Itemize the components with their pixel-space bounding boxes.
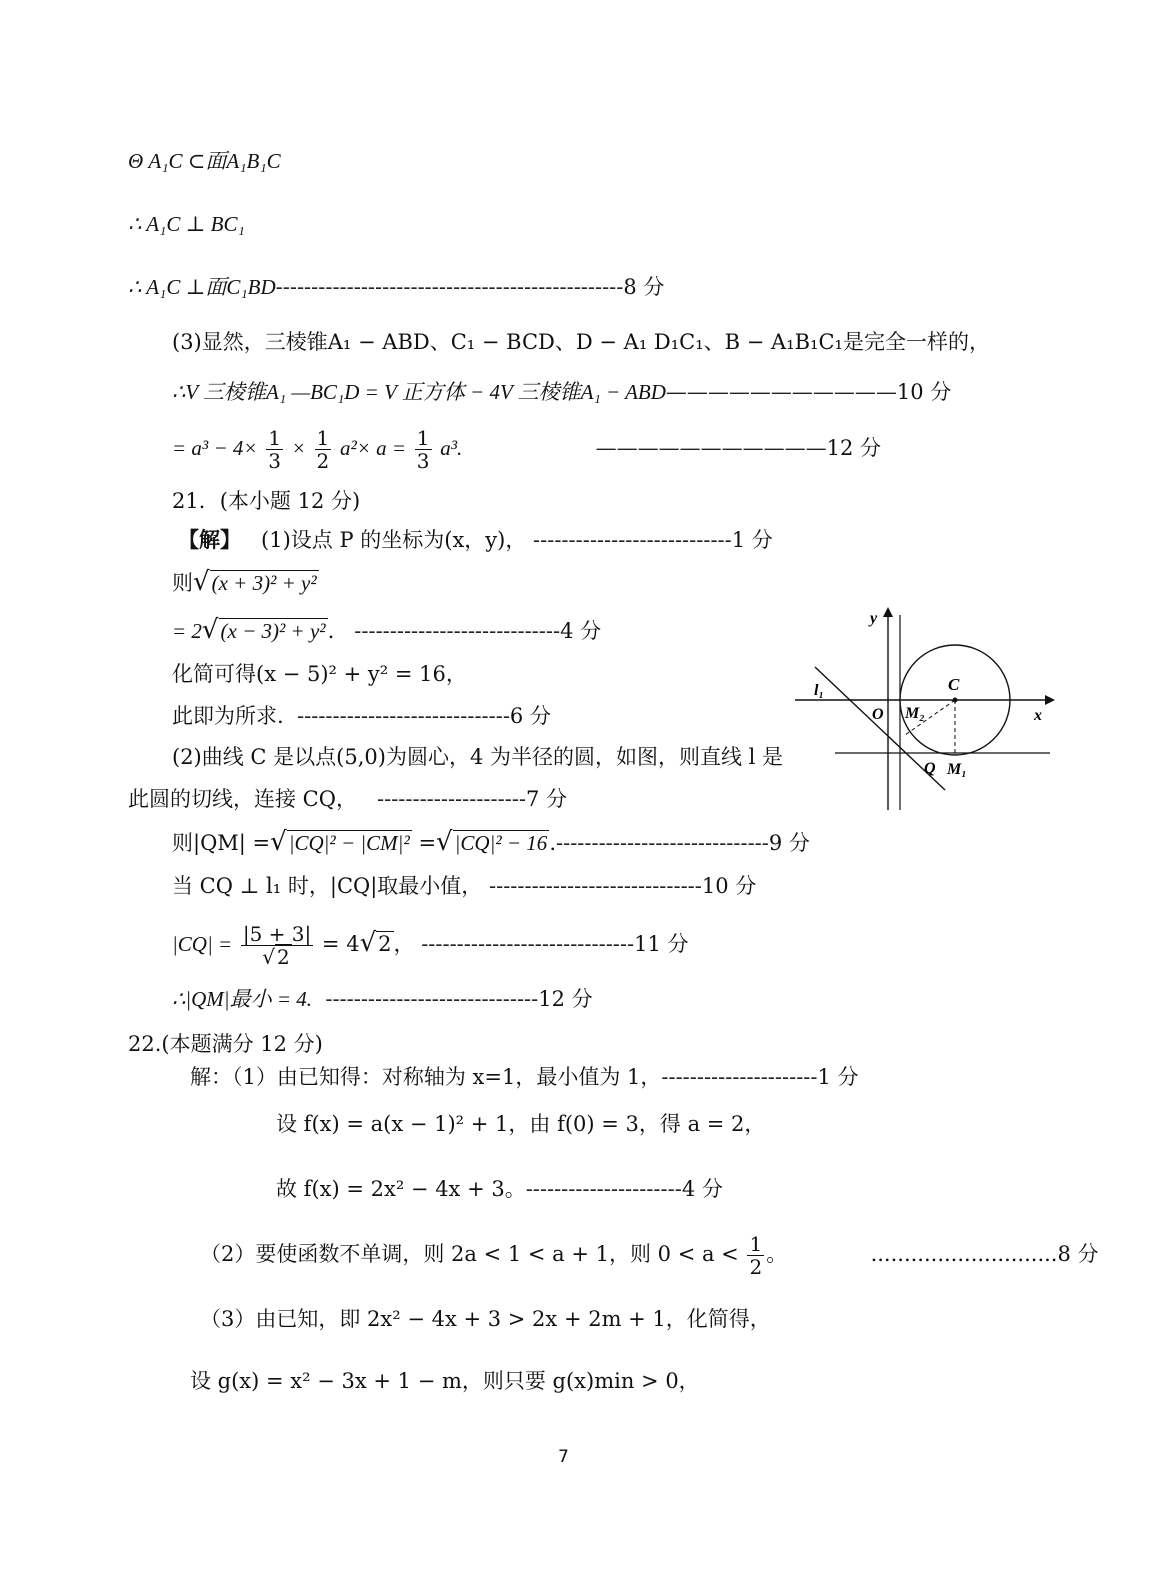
denominator: 2 bbox=[316, 449, 330, 473]
fraction bbox=[315, 427, 332, 472]
q22-part3: （3）由已知，即 2x² − 4x + 3 > 2x + 2m + 1，化简得， bbox=[200, 1307, 771, 1331]
line-perp-plane bbox=[128, 273, 664, 301]
dash-leader: ---------------------- bbox=[525, 1177, 682, 1201]
denominator: 2 bbox=[749, 1255, 763, 1279]
volume-formula bbox=[172, 378, 951, 406]
score-label: 12 分 bbox=[538, 987, 593, 1011]
expr-part: . bbox=[549, 831, 556, 855]
label-o: O bbox=[872, 706, 884, 723]
numerator: 1 bbox=[268, 426, 281, 450]
score-label: 11 分 bbox=[634, 932, 689, 956]
radical-sign: √ bbox=[270, 827, 287, 857]
expr-part: ， bbox=[393, 932, 415, 956]
expr-part: = 2 bbox=[172, 619, 202, 643]
label-m1: M₁ bbox=[947, 761, 967, 778]
score-label: 4 分 bbox=[560, 619, 602, 643]
radicand: 2 bbox=[378, 932, 392, 956]
distance-lhs bbox=[172, 568, 319, 597]
min-condition bbox=[172, 872, 756, 900]
solution-part1 bbox=[178, 526, 773, 554]
radical-sign: √ bbox=[436, 827, 453, 857]
part2-statement: (2)曲线 C 是以点(5,0)为圆心，4 为半径的圆，如图，则直线 l 是 bbox=[172, 745, 784, 769]
denominator: 3 bbox=[268, 449, 281, 473]
score-label: 1 分 bbox=[731, 528, 773, 552]
expr-part: a³. bbox=[440, 436, 463, 460]
fraction bbox=[415, 427, 432, 472]
word-ze: 则 bbox=[172, 571, 193, 595]
radical-sign: √ bbox=[193, 567, 210, 597]
numerator: |5 + 3| bbox=[242, 922, 312, 946]
solution-tag: 【解】 bbox=[178, 527, 241, 552]
radicand: (x − 3)² + y² bbox=[220, 619, 326, 643]
question-22-title: 22.(本题满分 12 分) bbox=[128, 1032, 323, 1056]
radicand: (x + 3)² + y² bbox=[211, 571, 317, 595]
expr-part: a²× a = bbox=[339, 436, 407, 460]
q22-set-f: 设 f(x) = a(x − 1)² + 1，由 f(0) = 3，得 a = 2， bbox=[276, 1112, 766, 1136]
min-result bbox=[172, 985, 593, 1013]
distance-rhs bbox=[172, 616, 601, 645]
dash-leader: ——————————— bbox=[595, 436, 827, 460]
center-point bbox=[953, 698, 958, 703]
dash-leader: ------------------------------ bbox=[325, 987, 539, 1011]
score-label: 12 分 bbox=[826, 436, 882, 460]
label-m2: M₂ bbox=[905, 705, 925, 722]
x-axis-arrow-icon bbox=[1045, 695, 1055, 705]
line-given-subset: Θ A₁C ⊂面A₁B₁C bbox=[128, 149, 281, 173]
volume-result bbox=[172, 425, 881, 472]
dash-leader: ---------------------------- bbox=[533, 528, 732, 552]
conclusion-part1 bbox=[172, 702, 551, 730]
dash-leader: ------------------------------ bbox=[489, 874, 702, 898]
dash-leader: ------------------------------------------------- bbox=[275, 275, 624, 299]
radical-sign: √ bbox=[359, 928, 377, 958]
tangent-text: 此圆的切线，连接 CQ， bbox=[128, 787, 357, 811]
circle-figure bbox=[790, 605, 1060, 815]
fraction bbox=[241, 923, 313, 968]
denominator: √ 2 bbox=[262, 945, 290, 969]
expr-part: × bbox=[291, 436, 306, 460]
score-label: 1 分 bbox=[817, 1065, 859, 1089]
line-perp-plane-text: ∴ A₁C ⊥面C₁BD bbox=[128, 275, 276, 299]
numerator: 1 bbox=[749, 1232, 763, 1256]
question-21-title: 21．(本小题 12 分) bbox=[172, 489, 361, 513]
y-axis-arrow-icon bbox=[883, 607, 893, 617]
label-x: x bbox=[1034, 707, 1042, 724]
dash-leader: ------------------------------ bbox=[297, 704, 510, 728]
score-label: 9 分 bbox=[768, 831, 810, 855]
fraction bbox=[266, 427, 283, 472]
score-label: 10 分 bbox=[896, 380, 952, 404]
cq-distance bbox=[172, 918, 688, 969]
dot-leader: ............................ bbox=[870, 1242, 1058, 1266]
dash-leader: ---------------------- bbox=[661, 1065, 818, 1089]
volume-formula-text: ∴V 三棱锥A₁ —BC₁D = V 正方体 − 4V 三棱锥A₁ − ABD bbox=[172, 380, 666, 404]
expr-part: 。 bbox=[766, 1242, 788, 1266]
score-label: 10 分 bbox=[701, 874, 757, 898]
dash-leader: ------------------------------ bbox=[421, 932, 635, 956]
expr-part: 则|QM| = bbox=[172, 831, 271, 855]
numerator: 1 bbox=[316, 426, 330, 450]
simplified-equation: 化简可得(x − 5)² + y² = 16， bbox=[172, 662, 467, 686]
condition-text: 当 CQ ⊥ l₁ 时，|CQ|取最小值， bbox=[172, 874, 483, 898]
radicand: |CQ|² − 16 bbox=[454, 831, 548, 855]
f-result-text: 故 f(x) = 2x² − 4x + 3。 bbox=[276, 1177, 526, 1201]
radicand: 2 bbox=[277, 945, 290, 969]
part1-text: 解：（1）由已知得：对称轴为 x=1，最小值为 1， bbox=[190, 1065, 662, 1089]
score-label: 7 分 bbox=[526, 787, 568, 811]
score-label: 4 分 bbox=[681, 1177, 723, 1201]
denominator: 3 bbox=[416, 449, 430, 473]
dash-leader: ——————————— bbox=[665, 380, 897, 404]
line-perp-bc1: ∴ A₁C ⊥ BC₁ bbox=[128, 212, 245, 236]
expr-part: . bbox=[327, 619, 335, 643]
part2-tangent bbox=[128, 785, 567, 813]
part3-statement: (3)显然，三棱锥A₁ − ABD、C₁ − BCD、D − A₁ D₁C₁、B − A₁B₁C₁是完全一样的， bbox=[172, 330, 990, 354]
radicand: |CQ|² − |CM|² bbox=[288, 831, 410, 855]
expr-part: = 4 bbox=[321, 932, 360, 956]
score-label: 8 分 bbox=[623, 275, 665, 299]
part2-text: （2）要使函数不单调，则 2a < 1 < a + 1，则 0 < a < bbox=[200, 1242, 739, 1266]
radical-sign: √ bbox=[201, 615, 219, 645]
expr-part: = bbox=[418, 831, 437, 855]
label-c: C bbox=[948, 675, 960, 694]
q22-part1 bbox=[190, 1063, 859, 1091]
q22-set-g: 设 g(x) = x² − 3x + 1 − m，则只要 g(x)min > 0， bbox=[190, 1369, 700, 1393]
q22-part2 bbox=[200, 1228, 1099, 1280]
score-label: 6 分 bbox=[509, 704, 551, 728]
qm-formula bbox=[172, 828, 810, 857]
label-l1: l₁ bbox=[814, 682, 825, 699]
expr-part: |CQ| = bbox=[172, 932, 233, 956]
label-y: y bbox=[870, 610, 878, 627]
dash-leader: --------------------- bbox=[377, 787, 527, 811]
dash-leader: ----------------------------- bbox=[354, 619, 561, 643]
q22-f-result bbox=[276, 1175, 723, 1203]
page-number: 7 bbox=[558, 1447, 569, 1467]
expr-part: = a³ − 4× bbox=[172, 436, 258, 460]
numerator: 1 bbox=[416, 426, 430, 450]
conclusion-text: 此即为所求. bbox=[172, 704, 284, 728]
score-label: 8 分 bbox=[1057, 1242, 1099, 1266]
result-text: ∴|QM|最小 = 4. bbox=[172, 987, 312, 1011]
label-q: Q bbox=[924, 760, 936, 777]
solution-text: (1)设点 P 的坐标为(x，y)， bbox=[261, 528, 527, 552]
fraction bbox=[747, 1233, 764, 1278]
dash-leader: ------------------------------ bbox=[556, 831, 769, 855]
